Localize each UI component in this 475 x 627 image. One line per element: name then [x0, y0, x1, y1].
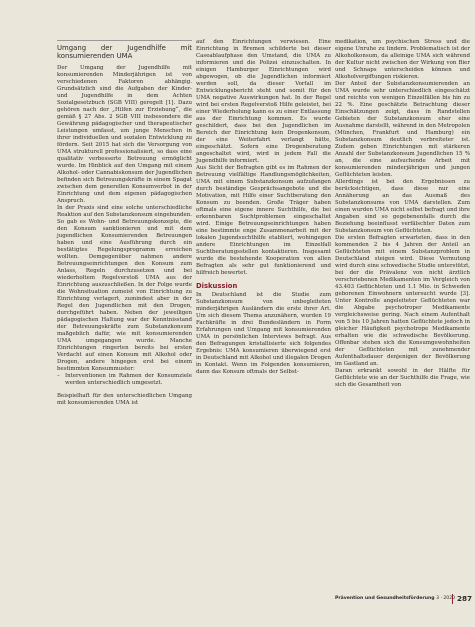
column-3 [335, 39, 470, 389]
column-1 [57, 44, 192, 407]
page-number: 287 [457, 594, 473, 603]
journal-issue: 3 · 2020 [436, 596, 456, 601]
section-divider [57, 40, 192, 41]
body-paragraph: medikation, um psychischen Stress und die eigene Unruhe zu lindern. Problematisch ist der Alkoholkonsum, da alleinige UMA sich während der Kultur nicht zwischen der Wirkung von Bier und Schnaps unterscheiden können und Alkoholvergiftungen riskieren. [335, 39, 470, 80]
discussion-heading: Diskussion [196, 282, 238, 290]
page-footer [335, 594, 473, 603]
body-paragraph: In der Praxis sind eine solche unterschiedliche Reaktion auf den Substanzkonsum eingebunden. So gab es Wohn- und Betreuungskonzepte, die den Konsum sanktionieren und mit dem jugendlichen Konsumierenden Betreuungen haben und eine Ausführung durch ein bestätigtes Regelungsprogramm erreichen wollten. Demgegenüber nahmen andere Betreuungseinrichtungen den Konsum zum Anlass, Regeln durchzusetzen und bei wiederholtem Regelverstoß UMA aus der Einrichtung auszuschließen. In der Folge wurde die Wohnsituation zumeist von Einrichtung zu Einrichtung verlagert, zumindest aber in der Regel den Jugendlichen mit den Drogen, durchgeführt haben. Neben der jeweiligen pädagogischen Haltung war der Kenntnisstand der Betreuungskräfte zum Substanzkonsum maßgeblich dafür, wie mit konsumierenden UMA umgegangen wurde. Manche Einrichtungen ringerten bereits bei ersten Verdacht auf einen Konsum mit Alkohol oder Drogen, andere hingegen erst bei einem bestimmten Konsummuster: [57, 204, 192, 372]
bullet-list [57, 373, 192, 387]
body-paragraph: Die ersten Befragten erwarteten, dass in den kommenden 2 bis 4 Jahren der Anteil an Geflüchteten mit einem Substanzproblem in Deutschland steigen wird. Diese Vermutung wird durch eine schwedische Studie unterstützt, bei der die Prävalenz von nicht ärztlich verschriebenen Medikamenten im Vergleich von 43.403 Geflüchteten und 1.1 Mio. in Schweden geborenen Einwohnern untersucht wurde [3]. Unter Kontrolle angeleiteter Geflüchteten war die Abgabe psychotroper Medikamente vergleichsweise gering. Nach einem Aufenthalt von 5 bis 10 Jahren hatten Geflüchtete jedoch in gleicher Häufigkeit psychotrope Medikamente erhalten wie die schwedische Bevölkerung. Offenbar stehen sich die Konsumgewohnheiten der Geflüchteten mit zunehmender Aufenthaltsdauer denjenigen der Bevölkerung im Gastland an. [335, 235, 470, 367]
body-paragraph: auf den Einrichtungen verwiesen. Eine Einrichtung in Bremen schilderte bei dieser Caseablaufphase den Umstand, die UMA zu informieren und die Polizei einzuschalten. In einigen Hamburger Einrichtungen wird abgewogen, ob die Jugendlichen informiert werden soll, da dieser Vorfall im Entwicklungsbericht steht und somit für den UMA negative Auswirkungen hat. In der Regel wird bei ersten Regelverstoß Hilfe geleistet, bei einer Wiederholung kann es zu einer Entlassung aus der Einrichtung kommen. Es wurde geschildert, dass bei den Jugendlichen im Bereich der Einrichtung kein Drogenkonsum, der eine Weiterfahrt verlangt hätte, eingeschätzt. Sofern eine Drogenberatung angeschaltet wird, wird in jedem Fall die Jugendhilfe informiert. [196, 39, 331, 164]
body-paragraph: Allerdings ist bei den Ergebnissen zu berücksichtigen, dass diese nur eine Annäherung an das Ausmaß des Substanzkonsums von UMA darstellen. Zum einen wurden UMA nicht selbst befragt und ihre Angaben sind so gegebenenfalls durch die Beziehung beeinflusst verfälschter Daten zum Substanzkonsum von Geflüchteten. [335, 179, 470, 234]
body-paragraph: Der Umgang der Jugendhilfe mit konsumierenden Minderjährigen ist von verschiedenen Faktoren abhängig. Grundsätzlich sind die Aufgaben der Kinder- und Jugendhilfe in dem Achten Sozialgesetzbuch (SGB VIII) geregelt [1]. Dazu gehören nach der „Hilfen zur Erziehung“, die gemäß § 27 Abs. 2 SGB VIII insbesondere die Gewährung pädagogischer und therapeutischer Leistungen umfasst, um junge Menschen in ihrer individuellen und sozialen Entwicklung zu fördern. Seit 2015 hat sich die Versorgung von UMA strukturell professionalisiert, so dass eine qualitativ verbesserte Betreuung ermöglicht wurde. Im Hinblick auf den Umgang mit einem Alkohol- oder Cannabiskonsum der Jugendlichen befinden sich Betreuungskräfte in einem Spagat zwischen dem generellen Konsumverbot in der Einrichtung und dem eigenen pädagogischen Anspruch. [57, 64, 192, 204]
list-item: – Interventionen im Rahmen der Konsumziele werden unterschiedlich umgesetzt. [57, 373, 192, 387]
body-paragraph: Der Anteil der Substanzkonsumierenden an UMA wurde sehr unterschiedlich eingeschätzt und reichte von wenigen Einzelfällen bis hin zu 22 %. Eine geschätzte Betrachtung dieser Einschätzungen zeigt, dass in Randstellen Gebieten der Substanzkonsum eher eine Ausnahme darstellt, während in den Metropolen (München, Frankfurt und Hamburg) ein Substanzkonsum deutlich verbreiteter ist. Zudem geben Einrichtungen mit stärkeren Anzahl der Substanzkonsum Jugendlichen 15 % an, die eine aufsuchende Arbeit mit konsumierenden minderjährigen und jungen Geflüchteten leisten. [335, 81, 470, 178]
column-2 [196, 39, 331, 376]
section-heading: Umgang der Jugendhilfe mit konsumierenden UMA [57, 44, 192, 61]
journal-name: Prävention und Gesundheitsförderung [335, 596, 435, 601]
page-number-divider [452, 594, 453, 604]
body-paragraph: Daran erkrankt sowohl in der Hälfte für Geflüchtete wie an der Suchthilfe die Frage, wie sich die Gesamtheit von [335, 368, 470, 388]
body-paragraph: Beispielhaft für den unterschiedlichen Umgang mit konsumierenden UMA ist [57, 392, 192, 406]
body-paragraph: Aus Sicht der Befragten gibt es im Rahmen der Betreuung vielfältige Handlungsmöglichkeiten, UMA mit einem Substanzkonsum aufzufangen durch beständige Gesprächsangebote und die Motivation, mit Hilfe einer Suchtberatung den Konsum zu beenden. Große Träger haben oftmals eine eigene innere Suchthilfe, die bei erkennbaren Suchtproblemen eingeschaltet wird. Einige Betreuungseinrichtungen haben eine bestimmte enge Zusammenarbeit mit der lokalen Jugendsuchthilfe etabliert, wohingegen andere Einrichtungen im Einzelfall Suchtberatungsstellen kontaktieren. Insgesamt wurde die bestehende Kooperation von allen Befragten als sehr gut funktionierend und hilfreich bewertet. [196, 165, 331, 276]
body-paragraph: In Deutschland ist die Studie zum Substanzkonsum von unbegleiteten minderjährigen Ausländern die erste ihrer Art. Um sich diesem Thema anzunähern, wurden 19 Fachkräfte in drei Bundesländern in Form Erfahrungen und Umgang mit konsumierenden UMA in persönlichen Interviews befragt. Aus den Befragungen kristallisierte sich folgendes Ergebnis: UMA konsumieren überwiegend erst in Deutschland mit Alkohol und illegalen Drogen in Kontakt. Wenn im Folgenden konsumieren, dann das Konsum oftmals der Selbst- [196, 292, 331, 375]
